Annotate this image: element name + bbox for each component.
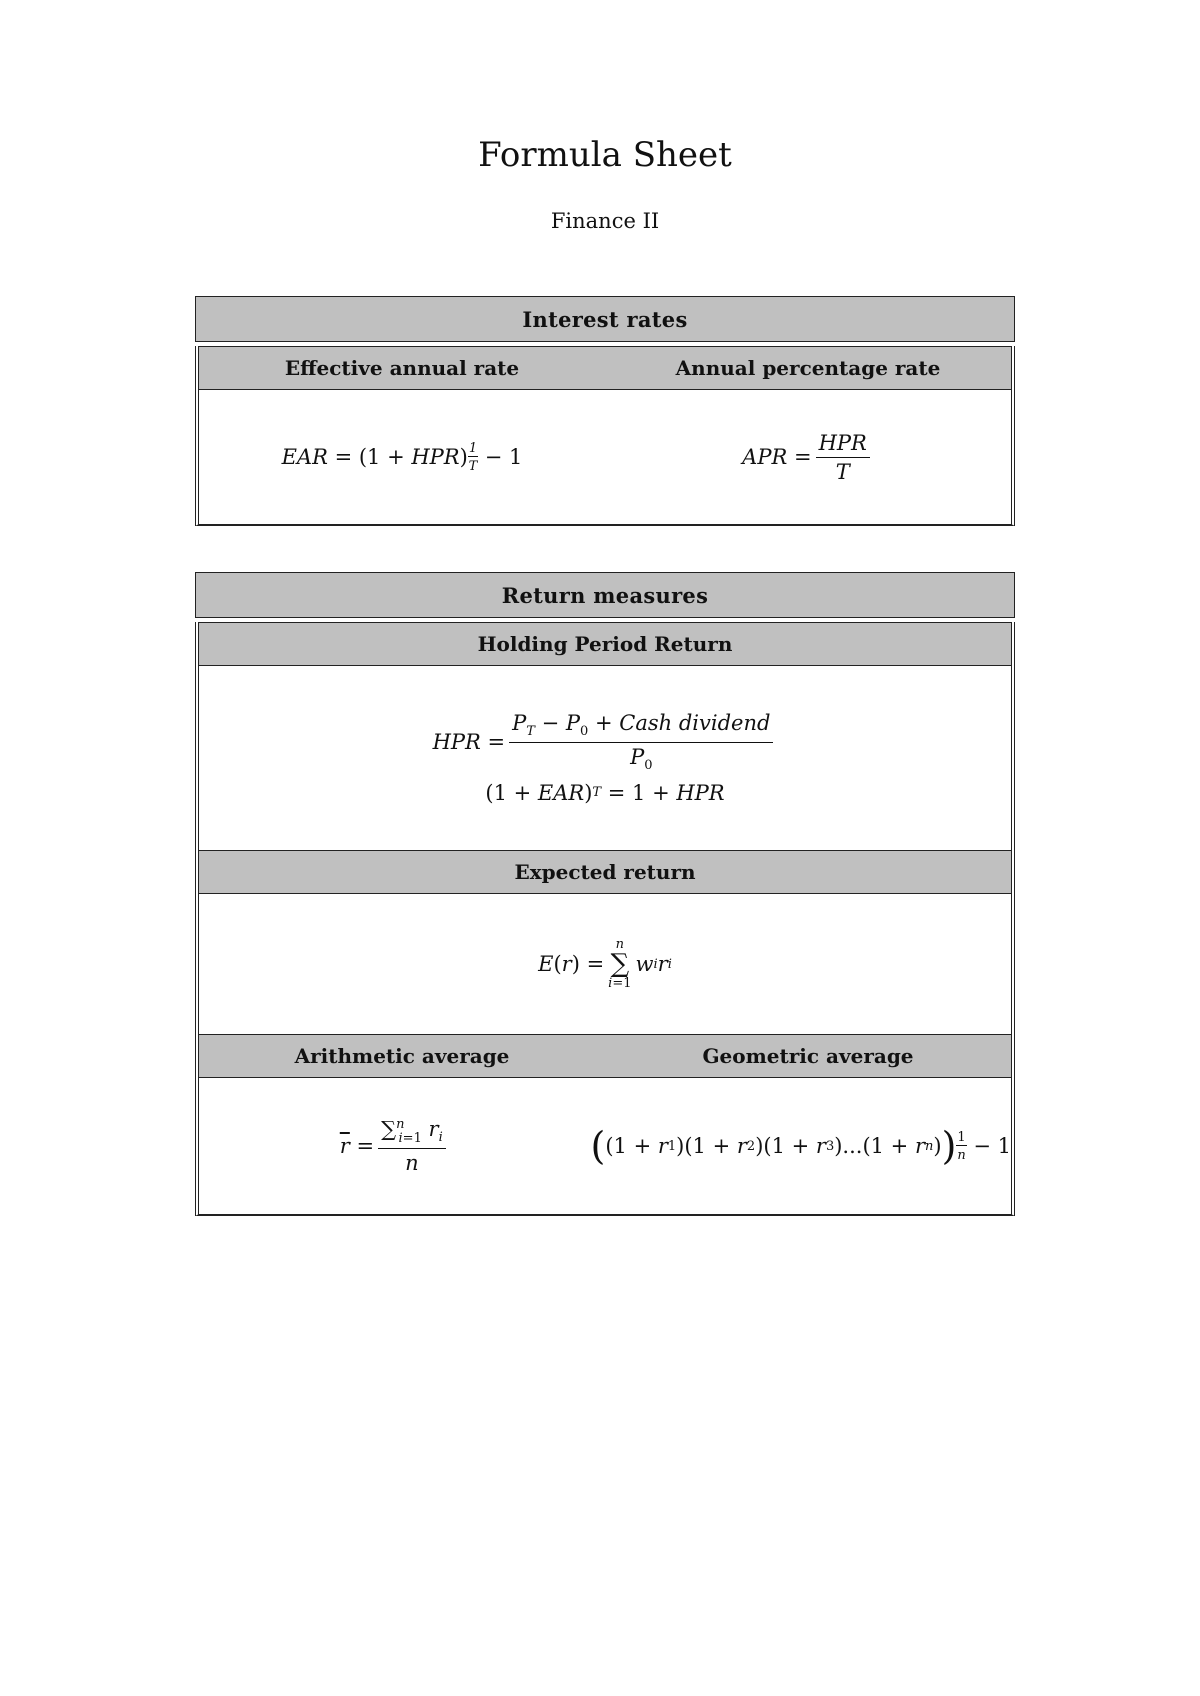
ear-hpr-relation: (1 + EAR ) T = 1 + HPR — [485, 780, 725, 805]
page-subtitle: Finance II — [550, 209, 660, 233]
effective-annual-rate-label: Effective annual rate — [284, 356, 520, 380]
interest-rates-heading: Interest rates — [195, 296, 1015, 342]
apr-formula: APR = $\frac{\text{HPR}}{T}$ — [742, 431, 874, 484]
return-measures-heading: Return measures — [195, 572, 1015, 618]
interest-rates-formulas — [199, 390, 1011, 524]
return-measures-panel — [195, 572, 1015, 1216]
hpr-formula: HPR = $\frac{P_T - P_0 + Cash dividend}{P_0}$ — [433, 711, 778, 772]
holding-period-return-label: Holding Period Return — [477, 632, 733, 656]
annual-percentage-rate-label: Annual percentage rate — [675, 356, 941, 380]
averages-formulas — [199, 1078, 1011, 1214]
geometric-average-label: Geometric average — [702, 1044, 914, 1068]
ear-formula: EAR = (1 + HPR ) $\frac{1}{T}$ − 1 — [281, 440, 523, 474]
interest-rates-subheader — [199, 346, 1011, 390]
return-measures-frame — [195, 622, 1015, 1216]
expected-return-formula-cell — [199, 894, 1011, 1034]
arithmetic-average-label: Arithmetic average — [294, 1044, 510, 1068]
hpr-formulas — [199, 666, 1011, 850]
expected-return-label: Expected return — [514, 860, 696, 884]
arithmetic-average-formula: $\overline{r}$ = $\frac{\sum^n_{i=1} r_i}{n}$ — [340, 1117, 450, 1174]
interest-rates-frame — [195, 346, 1015, 526]
page-title: Formula Sheet — [478, 135, 732, 175]
geometric-average-formula: ( (1 + r 1 )(1 + r 2 )(1 + r 3 )...(1 + r n ) ) $\frac{1}{n}$ − 1 — [590, 1124, 1011, 1168]
interest-rates-panel — [195, 296, 1015, 526]
averages-subheader — [199, 1034, 1011, 1078]
hpr-subheader — [199, 622, 1011, 666]
expected-return-formula: E ( r ) = n ∑ i=1 w i r i — [538, 937, 672, 991]
expected-return-subheader — [199, 850, 1011, 894]
